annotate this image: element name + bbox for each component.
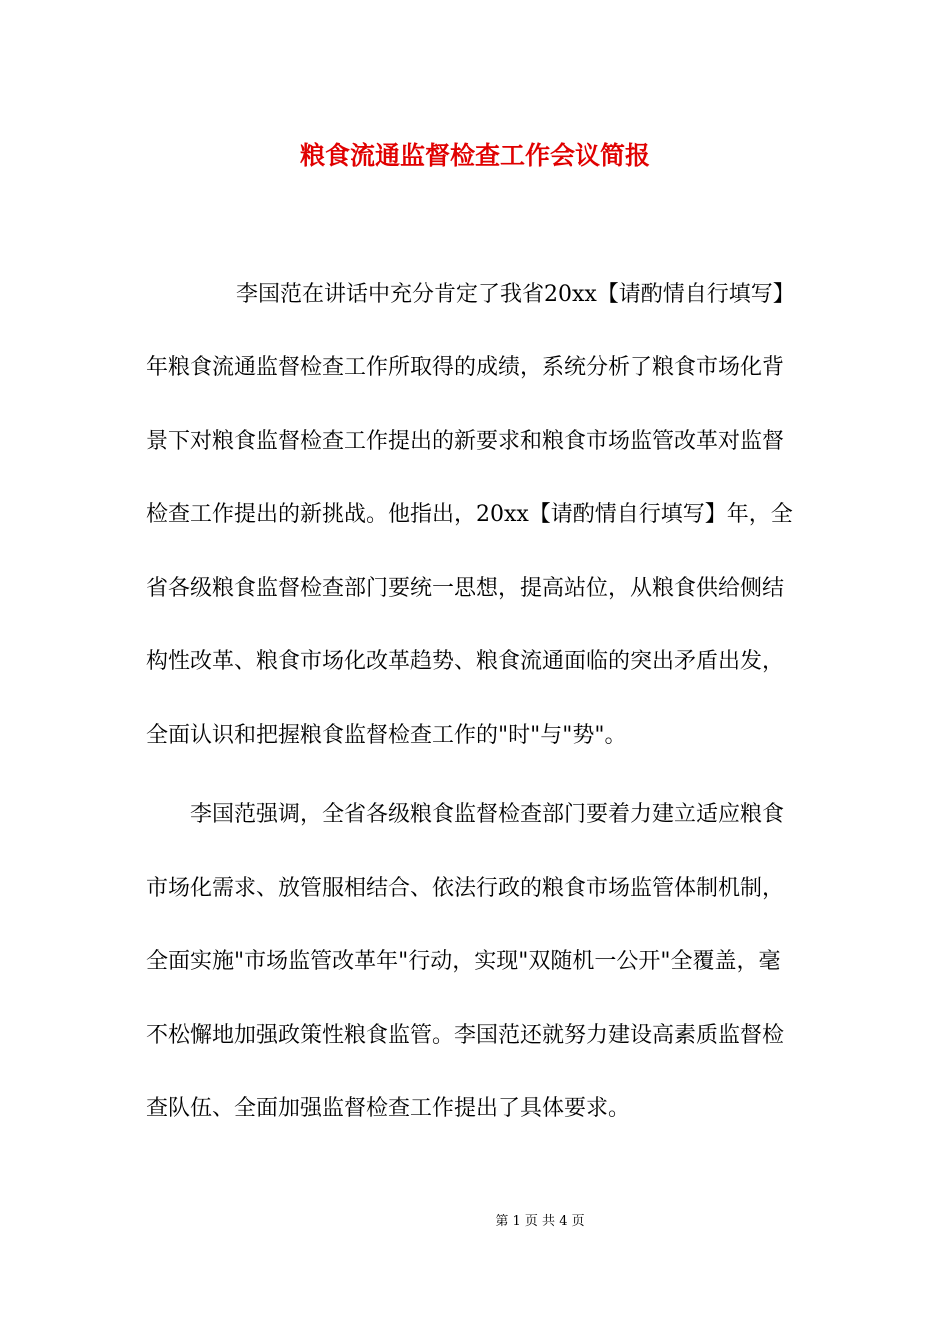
paragraph-line: 年粮食流通监督检查工作所取得的成绩，系统分析了粮食市场化背 — [146, 355, 785, 380]
paragraph-line: 省各级粮食监督检查部门要统一思想，提高站位，从粮食供给侧结 — [146, 576, 785, 601]
paragraph-line: 查队伍、全面加强监督检查工作提出了具体要求。 — [146, 1096, 631, 1121]
paragraph-line: 李国范在讲话中充分肯定了我省20xx【请酌情自行填写】 — [236, 282, 795, 307]
paragraph-line: 全面实施"市场监管改革年"行动，实现"双随机一公开"全覆盖，毫 — [146, 949, 781, 974]
paragraph-line: 构性改革、粮食市场化改革趋势、粮食流通面临的突出矛盾出发， — [146, 649, 785, 674]
page-title: 粮食流通监督检查工作会议简报 — [299, 141, 650, 170]
paragraph-line: 市场化需求、放管服相结合、依法行政的粮食市场监管体制机制， — [146, 876, 785, 901]
paragraph-line: 李国范强调，全省各级粮食监督检查部门要着力建立适应粮食 — [190, 802, 785, 827]
paragraph-line: 全面认识和把握粮食监督检查工作的"时"与"势"。 — [146, 723, 627, 748]
paragraph-line: 检查工作提出的新挑战。他指出，20xx【请酌情自行填写】年，全 — [146, 502, 793, 527]
paragraph-line: 景下对粮食监督检查工作提出的新要求和粮食市场监管改革对监督 — [146, 429, 785, 454]
paragraph-line: 不松懈地加强政策性粮食监管。李国范还就努力建设高素质监督检 — [146, 1023, 785, 1048]
page-footer: 第 1 页 共 4 页 — [495, 1214, 585, 1229]
